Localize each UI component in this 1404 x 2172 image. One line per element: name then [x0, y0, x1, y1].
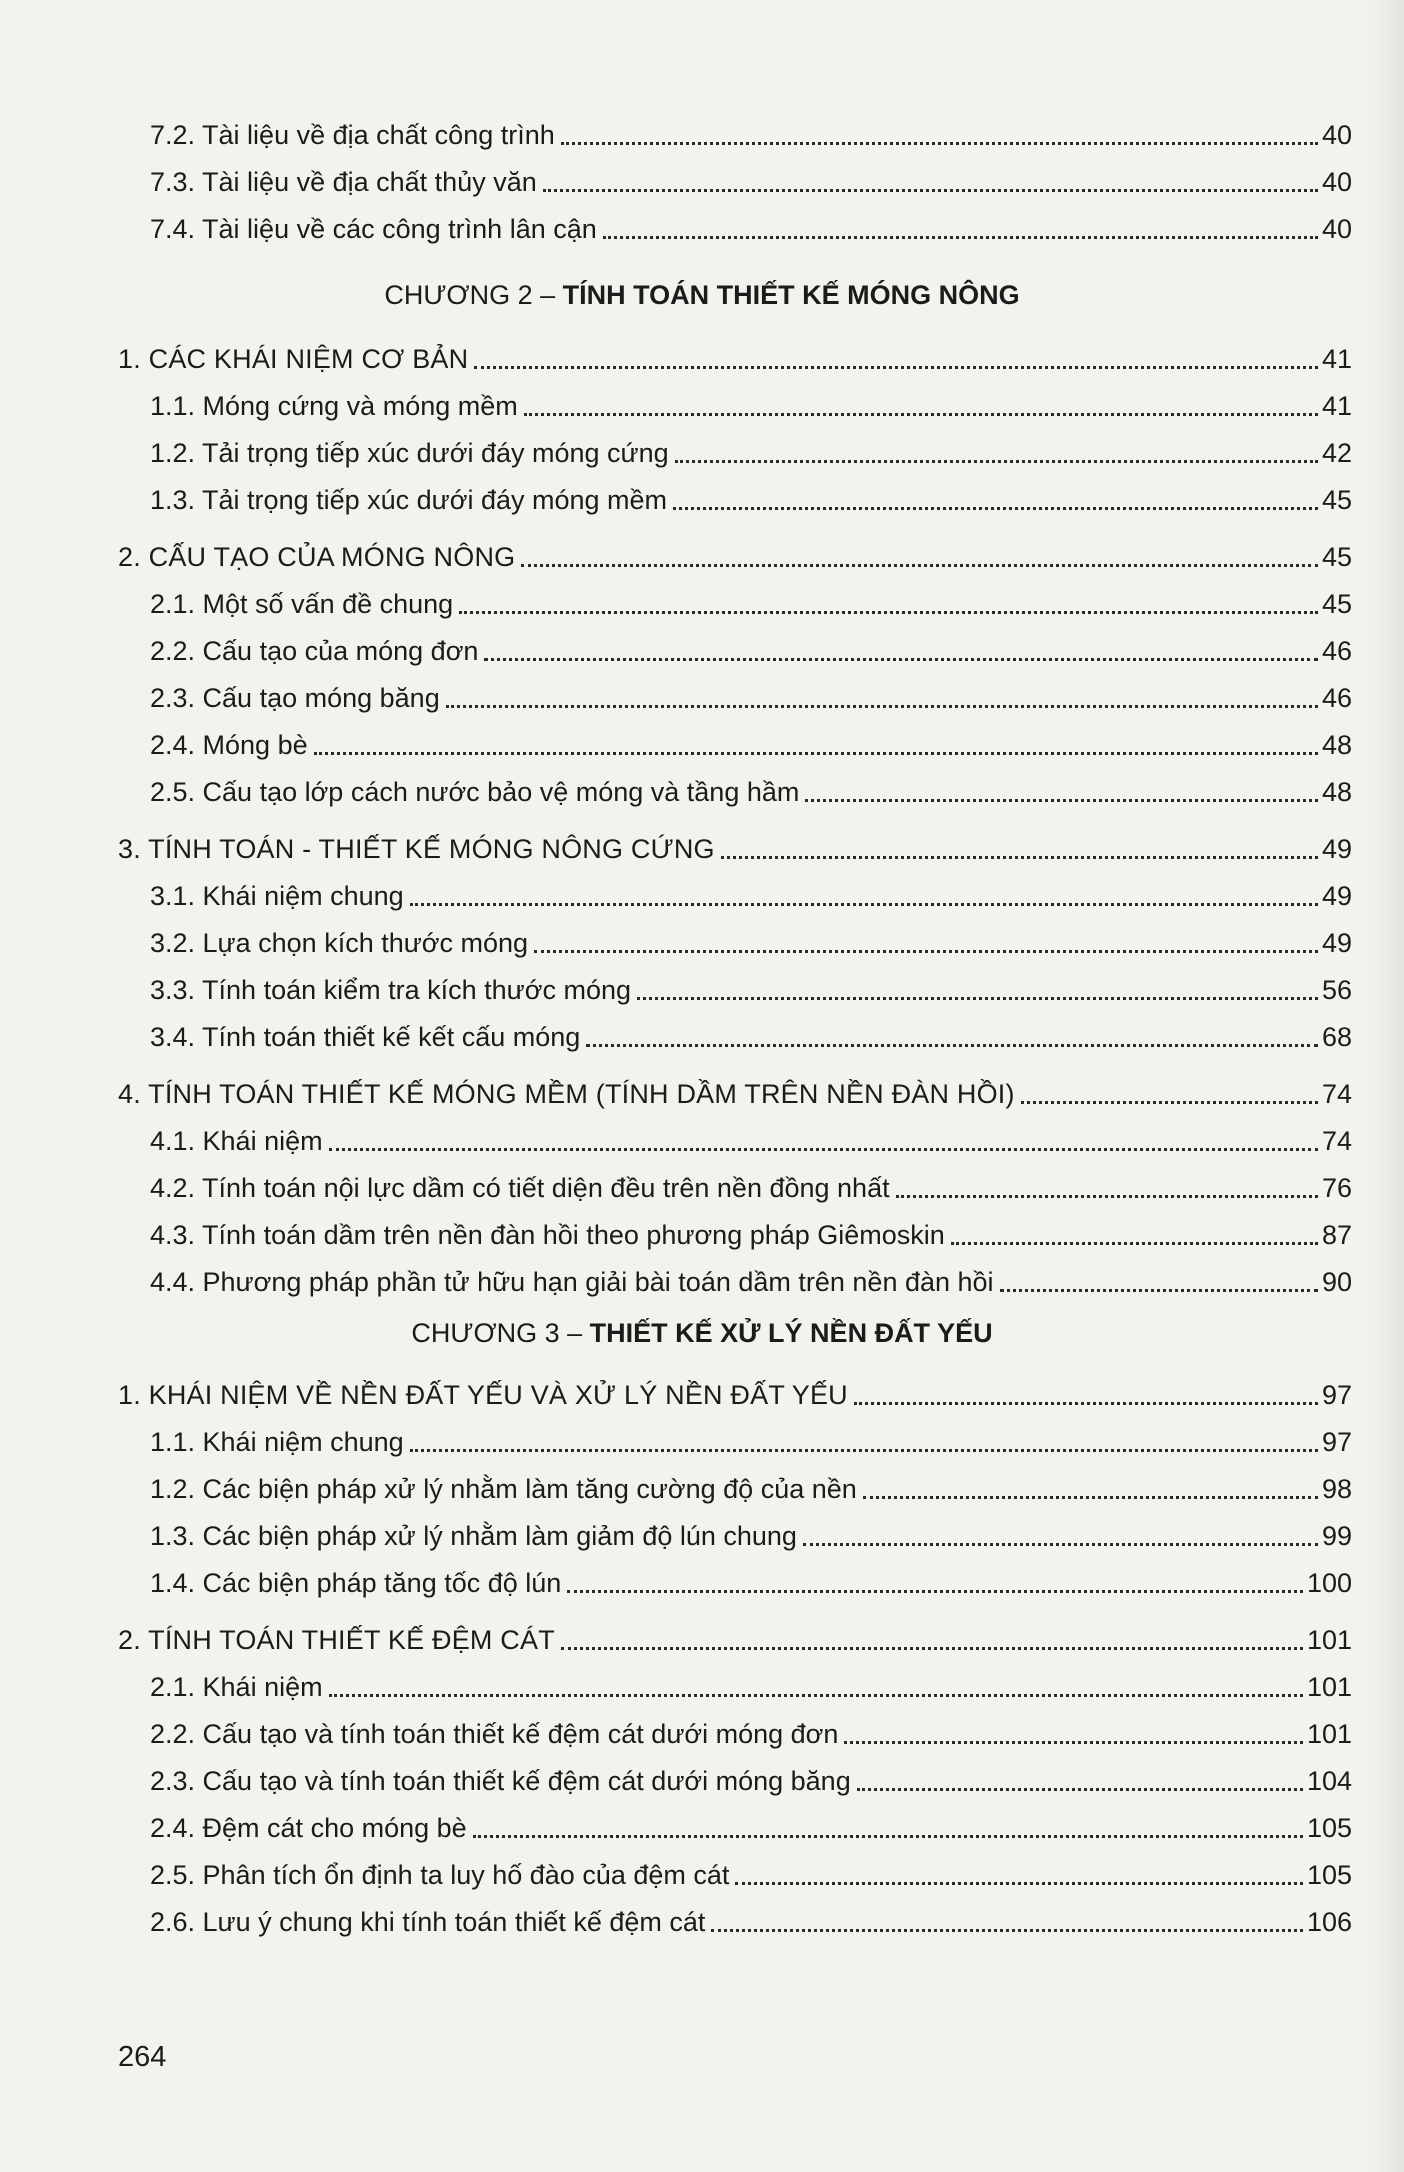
dot-leader: [1000, 1289, 1318, 1292]
dot-leader: [896, 1195, 1318, 1198]
toc-entry-page: 105: [1306, 1860, 1352, 1890]
chapter-2-prefix: CHƯƠNG 2 –: [384, 280, 563, 310]
toc-entry: [150, 1519, 1352, 1553]
toc-entry-title: 7.2. Tài liệu về địa chất công trình: [150, 120, 555, 150]
toc-section: [118, 540, 1352, 574]
toc-entry-title: 1.4. Các biện pháp tăng tốc độ lún: [150, 1568, 562, 1598]
toc-entry-title: 2.5. Phân tích ổn định ta luy hố đào của đệm cát: [150, 1860, 730, 1890]
dot-leader: [329, 1694, 1303, 1697]
toc-entry: [150, 1566, 1352, 1600]
toc-entry: [150, 1171, 1352, 1205]
dot-leader: [805, 799, 1318, 802]
toc-entry-title: 7.3. Tài liệu về địa chất thủy văn: [150, 167, 537, 197]
toc-entry-page: 105: [1306, 1813, 1352, 1843]
toc-entry: [150, 1020, 1352, 1054]
toc-entry-title: 2.5. Cấu tạo lớp cách nước bảo vệ móng và tầng hầm: [150, 777, 800, 807]
dot-leader: [844, 1741, 1303, 1744]
dot-leader: [603, 236, 1318, 239]
dot-leader: [951, 1242, 1318, 1245]
toc-entry-title: 4.3. Tính toán dầm trên nền đàn hồi theo phương pháp Giêmoskin: [150, 1220, 945, 1250]
toc-entry-title: 2.1. Khái niệm: [150, 1672, 323, 1702]
toc-entry: [150, 1124, 1352, 1158]
toc-entry-page: 40: [1321, 214, 1352, 244]
toc-entry: [150, 1811, 1352, 1845]
dot-leader: [675, 460, 1318, 463]
dot-leader: [329, 1148, 1318, 1151]
toc-entry-title: 1. KHÁI NIỆM VỀ NỀN ĐẤT YẾU VÀ XỬ LÝ NỀN ĐẤT YẾU: [118, 1380, 848, 1410]
toc-entry: [150, 1717, 1352, 1751]
dot-leader: [314, 752, 1318, 755]
dot-leader: [586, 1044, 1318, 1047]
dot-leader: [543, 189, 1318, 192]
toc-entry: [150, 973, 1352, 1007]
toc-entry-title: 3.3. Tính toán kiểm tra kích thước móng: [150, 975, 632, 1005]
toc-entry-page: 46: [1321, 636, 1352, 666]
dot-leader: [721, 856, 1318, 859]
dot-leader: [446, 705, 1318, 708]
toc-entry: [150, 1858, 1352, 1892]
toc-entry-page: 45: [1321, 589, 1352, 619]
dot-leader: [521, 564, 1318, 567]
toc-entry-page: 46: [1321, 683, 1352, 713]
dot-leader: [474, 366, 1318, 369]
toc-entry-page: 74: [1321, 1126, 1352, 1156]
toc-entry-title: 2.3. Cấu tạo móng băng: [150, 683, 440, 713]
toc-entry: [150, 1764, 1352, 1798]
toc-entry-title: 1.1. Móng cứng và móng mềm: [150, 391, 518, 421]
toc-entry-page: 87: [1321, 1220, 1352, 1250]
toc-section: [118, 1378, 1352, 1412]
toc-entry-page: 90: [1321, 1267, 1352, 1297]
toc-entry: [150, 1218, 1352, 1252]
toc-entry: [150, 436, 1352, 470]
toc-entry: [150, 1670, 1352, 1704]
toc-entry-page: 104: [1306, 1766, 1352, 1796]
dot-leader: [534, 950, 1318, 953]
toc-entry-page: 41: [1321, 391, 1352, 421]
toc-entry-page: 48: [1321, 730, 1352, 760]
chapter-3-heading: [0, 1316, 1404, 1350]
dot-leader: [524, 413, 1318, 416]
toc-entry-page: 45: [1321, 485, 1352, 515]
toc-entry-page: 41: [1321, 344, 1352, 374]
toc-entry: [150, 587, 1352, 621]
chapter-3-prefix: CHƯƠNG 3 –: [411, 1318, 590, 1348]
toc-entry-title: 4. TÍNH TOÁN THIẾT KẾ MÓNG MỀM (TÍNH DẦM TRÊN NỀN ĐÀN HỒI): [118, 1079, 1015, 1109]
toc-entry-title: 7.4. Tài liệu về các công trình lân cận: [150, 214, 597, 244]
toc-entry-title: 4.4. Phương pháp phần tử hữu hạn giải bài toán dầm trên nền đàn hồi: [150, 1267, 994, 1297]
toc-entry-title: 2. CẤU TẠO CỦA MÓNG NÔNG: [118, 542, 516, 572]
toc-section: [118, 1077, 1352, 1111]
toc-entry: [150, 1425, 1352, 1459]
toc-entry-title: 1. CÁC KHÁI NIỆM CƠ BẢN: [118, 344, 469, 374]
toc-entry: [150, 1472, 1352, 1506]
toc-entry-title: 2.2. Cấu tạo và tính toán thiết kế đệm cát dưới móng đơn: [150, 1719, 839, 1749]
toc-entry-title: 2.4. Móng bè: [150, 730, 308, 760]
chapter-3-title: THIẾT KẾ XỬ LÝ NỀN ĐẤT YẾU: [589, 1318, 993, 1348]
toc-entry: [150, 212, 1352, 246]
toc-section: [118, 832, 1352, 866]
toc-entry-title: 2.2. Cấu tạo của móng đơn: [150, 636, 479, 666]
toc-entry-page: 99: [1321, 1521, 1352, 1551]
dot-leader: [803, 1543, 1318, 1546]
toc-entry-page: 48: [1321, 777, 1352, 807]
toc-entry-title: 3.1. Khái niệm chung: [150, 881, 404, 911]
dot-leader: [473, 1835, 1303, 1838]
toc-entry: [150, 165, 1352, 199]
chapter-2-title: TÍNH TOÁN THIẾT KẾ MÓNG NÔNG: [562, 280, 1020, 310]
toc-entry-page: 45: [1321, 542, 1352, 572]
toc-entry-page: 49: [1321, 834, 1352, 864]
toc-entry-title: 3. TÍNH TOÁN - THIẾT KẾ MÓNG NÔNG CỨNG: [118, 834, 715, 864]
dot-leader: [673, 507, 1318, 510]
dot-leader: [561, 142, 1318, 145]
dot-leader: [484, 658, 1318, 661]
toc-entry-page: 40: [1321, 167, 1352, 197]
toc-entry-title: 1.3. Các biện pháp xử lý nhằm làm giảm độ lún chung: [150, 1521, 797, 1551]
dot-leader: [854, 1402, 1318, 1405]
toc-entry: [150, 483, 1352, 517]
toc-entry-page: 101: [1306, 1625, 1352, 1655]
dot-leader: [637, 997, 1318, 1000]
dot-leader: [735, 1882, 1303, 1885]
toc-entry-title: 2.4. Đệm cát cho móng bè: [150, 1813, 467, 1843]
toc-entry: [150, 634, 1352, 668]
toc-entry-title: 3.4. Tính toán thiết kế kết cấu móng: [150, 1022, 581, 1052]
toc-entry-page: 98: [1321, 1474, 1352, 1504]
dot-leader: [1021, 1101, 1318, 1104]
toc-entry-page: 74: [1321, 1079, 1352, 1109]
toc-entry-page: 101: [1306, 1719, 1352, 1749]
toc-entry-page: 97: [1321, 1380, 1352, 1410]
toc-entry: [150, 118, 1352, 152]
toc-entry-title: 1.2. Tải trọng tiếp xúc dưới đáy móng cứng: [150, 438, 669, 468]
toc-entry-page: 56: [1321, 975, 1352, 1005]
toc-entry-page: 49: [1321, 881, 1352, 911]
toc-entry-title: 2.1. Một số vấn đề chung: [150, 589, 454, 619]
toc-entry-title: 2.6. Lưu ý chung khi tính toán thiết kế đệm cát: [150, 1907, 706, 1937]
page-number: 264: [118, 2041, 167, 2073]
toc-entry-page: 40: [1321, 120, 1352, 150]
dot-leader: [410, 1449, 1318, 1452]
toc-entry: [150, 1905, 1352, 1939]
toc-entry: [150, 681, 1352, 715]
toc-entry: [150, 926, 1352, 960]
toc-entry-title: 1.1. Khái niệm chung: [150, 1427, 404, 1457]
dot-leader: [567, 1590, 1303, 1593]
toc-entry-title: 2.3. Cấu tạo và tính toán thiết kế đệm cát dưới móng băng: [150, 1766, 851, 1796]
dot-leader: [459, 611, 1318, 614]
dot-leader: [711, 1929, 1303, 1932]
toc-entry-page: 97: [1321, 1427, 1352, 1457]
toc-entry: [150, 389, 1352, 423]
toc-entry-page: 49: [1321, 928, 1352, 958]
toc-entry-page: 106: [1306, 1907, 1352, 1937]
toc-entry-page: 42: [1321, 438, 1352, 468]
toc-entry-title: 1.2. Các biện pháp xử lý nhằm làm tăng cường độ của nền: [150, 1474, 857, 1504]
dot-leader: [561, 1647, 1303, 1650]
toc-entry: [150, 1265, 1352, 1299]
toc-section: [118, 342, 1352, 376]
toc-entry-title: 4.1. Khái niệm: [150, 1126, 323, 1156]
toc-entry: [150, 775, 1352, 809]
dot-leader: [410, 903, 1318, 906]
toc-entry-title: 3.2. Lựa chọn kích thước móng: [150, 928, 529, 958]
toc-entry-title: 2. TÍNH TOÁN THIẾT KẾ ĐỆM CÁT: [118, 1625, 555, 1655]
toc-entry-page: 101: [1306, 1672, 1352, 1702]
toc-entry-title: 4.2. Tính toán nội lực dầm có tiết diện đều trên nền đồng nhất: [150, 1173, 890, 1203]
toc-entry-page: 76: [1321, 1173, 1352, 1203]
toc-entry: [150, 879, 1352, 913]
toc-entry: [150, 728, 1352, 762]
toc-entry-title: 1.3. Tải trọng tiếp xúc dưới đáy móng mềm: [150, 485, 668, 515]
toc-entry-page: 68: [1321, 1022, 1352, 1052]
dot-leader: [863, 1496, 1318, 1499]
chapter-2-heading: [0, 278, 1404, 312]
toc-entry-page: 100: [1306, 1568, 1352, 1598]
dot-leader: [857, 1788, 1303, 1791]
toc-section: [118, 1623, 1352, 1657]
